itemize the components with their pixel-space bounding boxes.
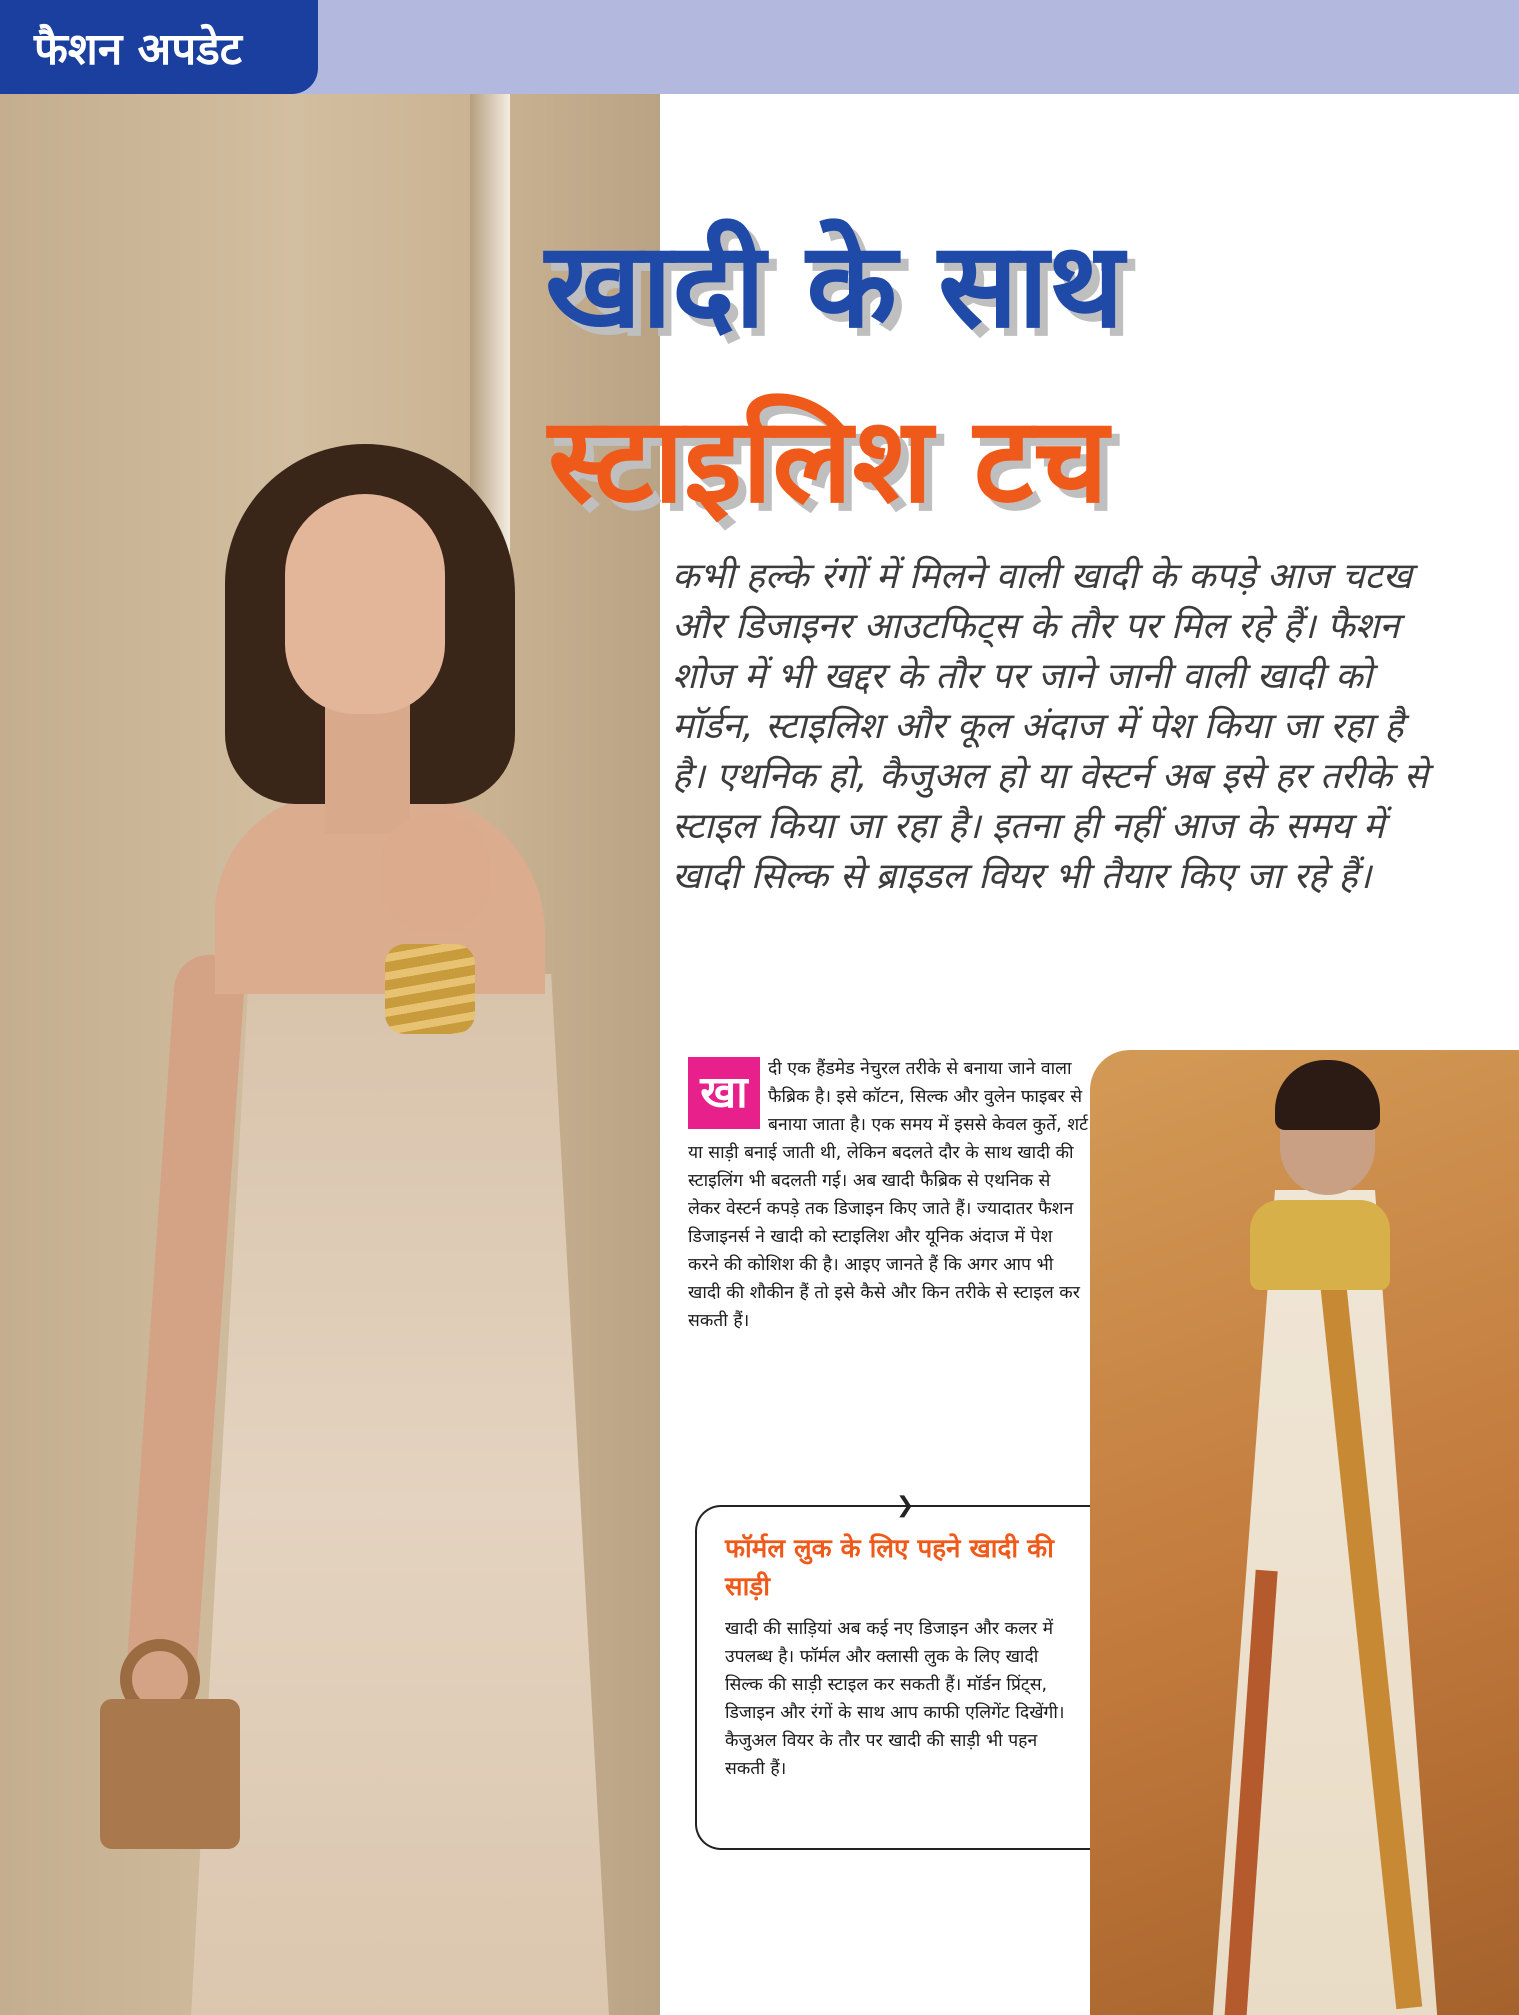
model-photo-right bbox=[1090, 1050, 1519, 2015]
tip-text: खादी की साड़ियां अब कई नए डिजाइन और कलर में उपलब्ध है। फॉर्मल और क्लासी लुक के लिए खादी सिल्क की साड़ी स्टाइल कर सकती हैं। मॉर्डन प्रिंट्स, डिजाइन और रंगों के साथ आप काफी एलिगेंट दिखेंगी। कैजुअल वियर के तौर पर खादी की साड़ी भी पहन सकती हैं। bbox=[725, 1619, 1065, 1779]
headline-line2: स्टाइलिश टच bbox=[548, 391, 1109, 529]
photo-blouse bbox=[1250, 1200, 1390, 1290]
intro-paragraph: कभी हल्के रंगों में मिलने वाली खादी के कपड़े आज चटख और डिजाइनर आउटफिट्स के तौर पर मिल रहे हैं। फैशन शोज में भी खद्दर के तौर पर जाने जानी वाली खादी को मॉर्डन, स्टाइलिश और कूल अंदाज में पेश किया जा रहा है है। एथनिक हो, कैजुअल हो या वेस्टर्न अब इसे हर तरीके से स्टाइल किया जा रहा है। इतना ही नहीं आज के समय में खादी सिल्क से ब्राइडल वियर भी तैयार किए जा रहे हैं। bbox=[672, 556, 1428, 897]
photo-hand bbox=[380, 814, 490, 934]
photo-neck bbox=[325, 694, 410, 834]
photo-hair-2 bbox=[1275, 1060, 1380, 1130]
body-text: दी एक हैंडमेड नेचुरल तरीके से बनाया जाने वाला फैब्रिक है। इसे कॉटन, सिल्क और वुलेन फाइबर से बनाया जाता है। एक समय में इससे केवल कुर्ते, शर्ट या साड़ी बनाई जाती थी, लेकिन बदलते दौर के साथ खादी की स्टाइलिंग भी बदलती गई। अब खादी फैब्रिक से एथनिक से लेकर वेस्टर्न कपड़े तक डिजाइन किए जाते हैं। ज्यादातर फैशन डिजाइनर्स ने खादी को स्टाइलिश और यूनिक अंदाज में पेश करने की कोशिश की है। आइए जानते हैं कि अगर आप भी खादी की शौकीन हैं तो इसे कैसे और किन तरीके से स्टाइल कर सकती हैं। bbox=[688, 1059, 1088, 1331]
arrow-line bbox=[808, 1505, 908, 1507]
photo-handbag bbox=[100, 1699, 240, 1849]
photo-dress bbox=[190, 974, 610, 2015]
section-tab: फैशन अपडेट bbox=[0, 0, 318, 94]
tip-heading: फॉर्मल लुक के लिए पहने खादी की साड़ी bbox=[725, 1534, 1054, 1602]
arrow-right-icon: ❯ bbox=[896, 1493, 915, 1518]
headline-line1: खादी के साथ bbox=[545, 216, 1124, 354]
photo-cuff-bracelet bbox=[385, 944, 475, 1034]
photo-face bbox=[285, 494, 445, 714]
dropcap: खा bbox=[688, 1057, 760, 1129]
body-column bbox=[688, 1055, 1088, 1335]
